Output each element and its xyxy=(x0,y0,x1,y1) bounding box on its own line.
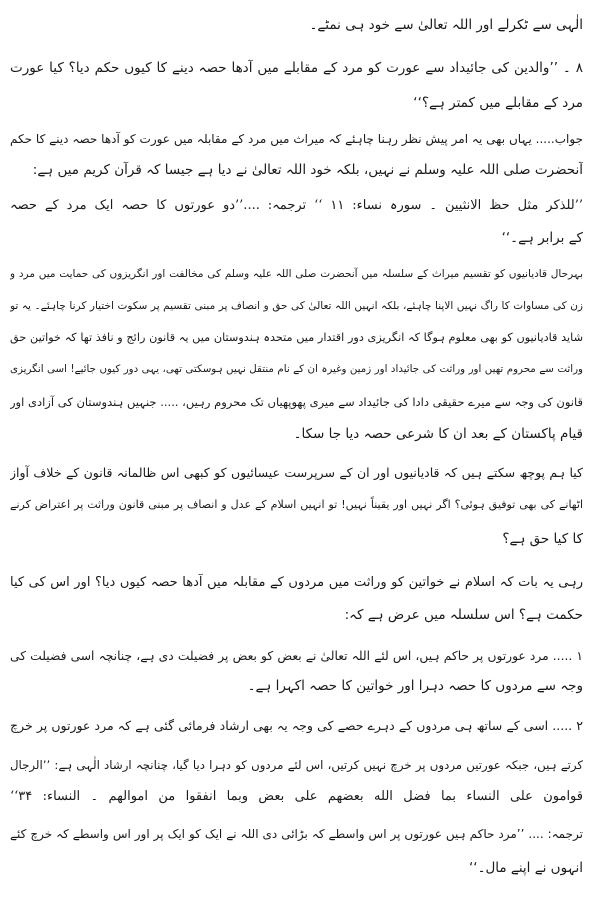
paragraph-line: قانون کی وجہ سے میرے حقیقی دادا کی جائیداد سے میری پھوپھیاں تک محروم رہیں، ..... جنہیں ہندوستان کی آزادی اور xyxy=(10,395,583,409)
point-line: ۲ ..... اسی کے ساتھ ہی مردوں کے دہرے حصے کی وجہ یہ بھی ارشاد فرمائی گئی ہے کہ مرد عورتوں پر خرچ xyxy=(10,718,583,733)
paragraph-line: وراثت سے محروم تھیں اور وراثت کی جائیداد اور زمین وغیرہ ان کے نام منتقل نہیں ہوسکتی تھی، یہی دور کیوں جائیے! اسی انگریزی xyxy=(10,363,583,375)
text-line: الٰہی سے ٹکرلے اور اللہ تعالیٰ سے خود ہی نمٹے۔ xyxy=(309,17,583,33)
paragraph-line: زن کی مساوات کا راگ نہیں الاپنا چاہئے، بلکہ انہیں اللہ تعالیٰ کی حق و انصاف پر مبنی تقسیم پر سکوت اختیار کرنا چاہئے۔ یہ تو xyxy=(10,300,583,312)
paragraph-line: اٹھانے کی بھی توفیق ہوئی؟ اگر نہیں اور یقیناً نہیں! تو انہیں اسلام کے عدل و انصاف پر مبنی قانون وراثت پر اعتراض کرنے xyxy=(10,498,583,511)
translation-line: ترجمہ: .... ’’مرد حاکم ہیں عورتوں پر اس واسطے کہ بڑائی دی اللہ نے ایک کو ایک پر اور اس واسطے کہ خرچ کئے xyxy=(10,827,583,841)
quran-verse-line: قوامون علی النساء بما فضل الله بعضھم علی بعض وبما انفقوا من اموالھم ۔ النساء: ۳۴‘‘ xyxy=(10,789,583,804)
question-line: ۸ ۔ ’’والدین کی جائیداد سے عورت کو مرد کے مقابلے میں آدھا حصہ دینے کا کیوں حکم دیا؟ کیا عورت xyxy=(10,60,583,76)
paragraph-line: بہرحال قادیانیوں کو تقسیم میراث کے سلسلہ میں آنحضرت صلی اللہ علیہ وسلم کی مخالفت اور انگریزوں کی حمایت میں مرد و xyxy=(10,268,583,280)
paragraph-line: شاید قادیانیوں کو بھی معلوم ہوگا کہ انگریزی دور اقتدار میں متحدہ ہندوستان میں یہ قانون رائج و نافذ تھا کہ خواتین حق xyxy=(10,331,583,344)
paragraph-line: حکمت ہے؟ اس سلسلہ میں عرض ہے کہ: xyxy=(344,607,583,623)
quote-line: کے برابر ہے۔‘‘ xyxy=(501,230,583,246)
quote-line: ’’للذکر مثل حظ الانثیین ۔ سورہ نساء: ۱۱ ‘‘ ترجمہ: ....’’دو عورتوں کا حصہ ایک مرد کے حصہ xyxy=(10,198,583,213)
point-line: کرتے ہیں، جبکہ عورتیں مردوں پر خرچ نہیں کرتیں، اس لئے مردوں کو دہرا دیا گیا، چنانچہ ارشاد الٰہی ہے: ’’الرجال xyxy=(10,758,583,772)
point-line: وجہ سے مردوں کا حصہ دہرا اور خواتین کا حصہ اکہرا ہے۔ xyxy=(247,678,583,694)
paragraph-line: رہی یہ بات کہ اسلام نے خواتین کو وراثت میں مردوں کے مقابلہ میں آدھا حصہ کیوں دیا؟ اور اس کی کیا xyxy=(10,575,583,590)
answer-line: جواب..... یہاں بھی یہ امر پیش نظر رہنا چاہئے کہ میراث میں مرد کے مقابلہ میں عورت کو آدھا حصہ دینے کا حکم xyxy=(10,132,583,146)
paragraph-line: قیام پاکستان کے بعد ان کا شرعی حصہ دیا جا سکا۔ xyxy=(293,426,583,442)
paragraph-line: کیا ہم پوچھ سکتے ہیں کہ قادیانیوں اور ان کے سرپرست عیسائیوں کو کبھی اس ظالمانہ قانون کے خلاف آواز xyxy=(10,465,583,480)
translation-line: انہوں نے اپنے مال۔‘‘ xyxy=(469,860,583,876)
point-line: ۱ ..... مرد عورتوں پر حاکم ہیں، اس لئے اللہ تعالیٰ نے بعض کو بعض پر فضیلت دی ہے، چنانچہ اسی فضیلت کی xyxy=(10,649,583,663)
paragraph-line: کا کیا حق ہے؟ xyxy=(502,531,583,547)
question-line: مرد کے مقابلے میں کمتر ہے؟‘‘ xyxy=(413,95,583,111)
answer-line: آنحضرت صلی اللہ علیہ وسلم نے نہیں، بلکہ خود اللہ تعالیٰ نے دیا ہے جیسا کہ قرآن کریم میں ہے: xyxy=(32,162,583,178)
